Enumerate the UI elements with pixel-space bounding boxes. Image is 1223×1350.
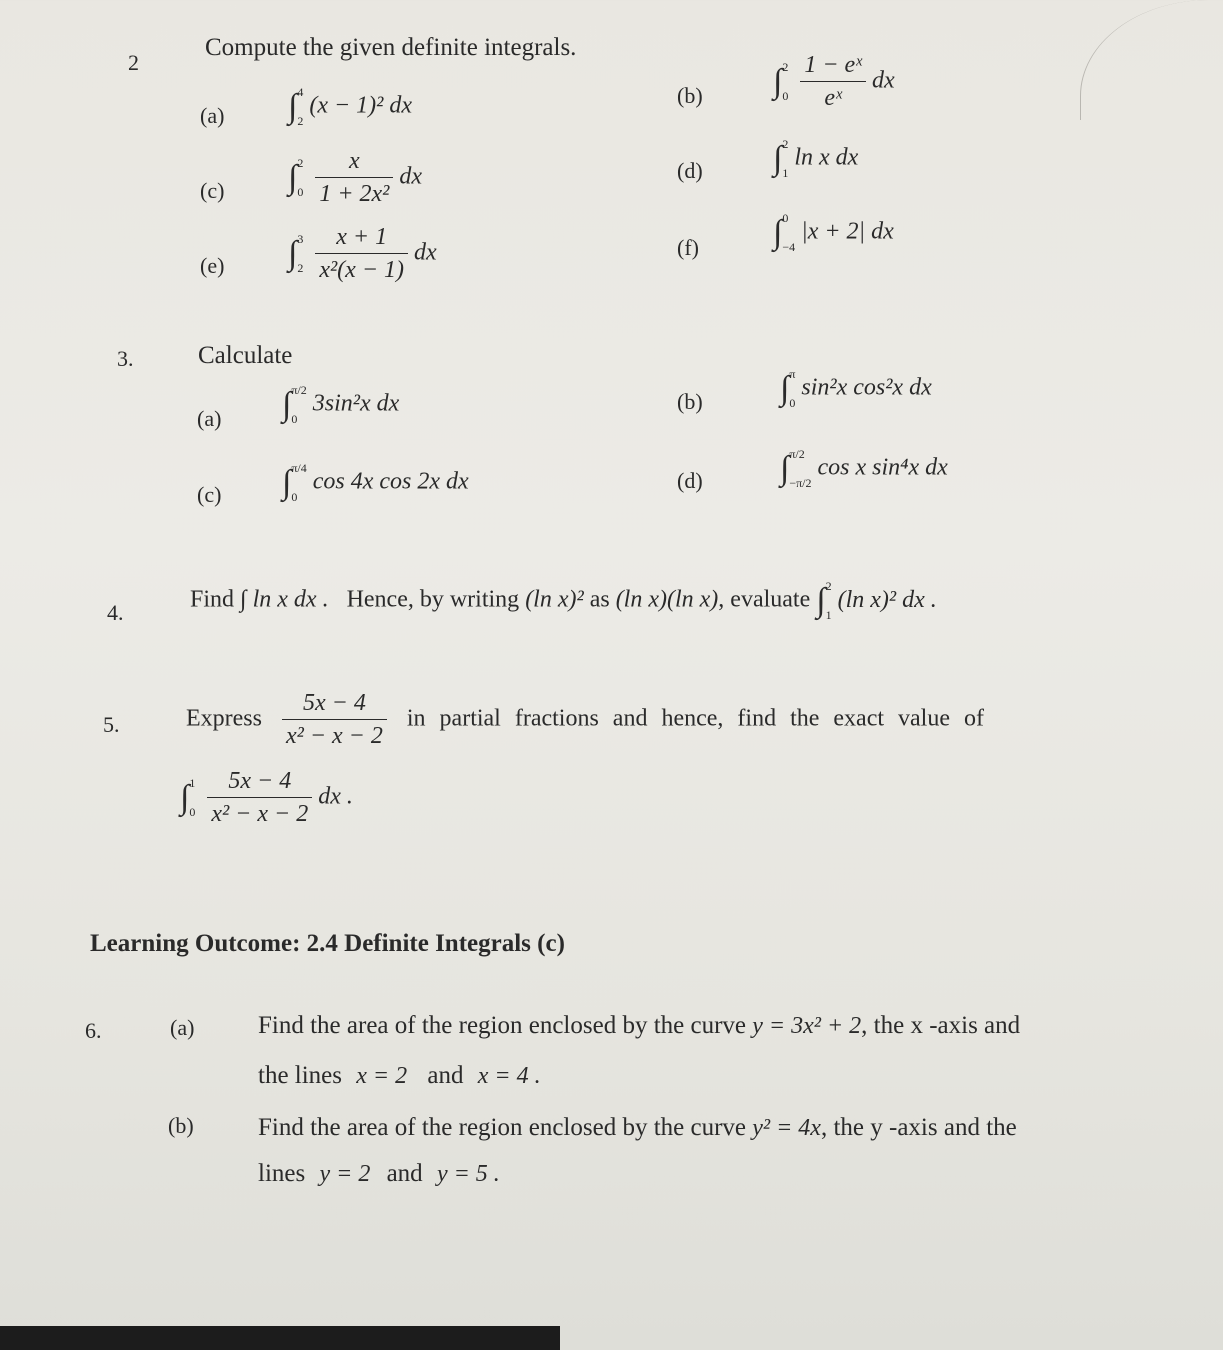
q6-number: 6. [85,1018,102,1043]
pencil-curve-decoration [1080,0,1223,120]
q2e-label: (e) [200,253,225,278]
q6a-line2: the lines x = 2 and x = 4 . [258,1062,541,1089]
q6b-line1: Find the area of the region enclosed by the curve y² = 4x, the y -axis and the [258,1114,1017,1141]
q4-text: Find ∫ ln x dx . Hence, by writing (ln x)² as (ln x)(ln x), evaluate ∫ 2 1 (ln x)² dx . [190,579,937,623]
q3b-label: (b) [677,389,703,414]
q6b-label: (b) [168,1113,194,1138]
q2c-expression: ∫ 2 0 $\frac{x}{\text{1 + 2x²}}$ dx [288,148,423,207]
q2-instruction: Compute the given definite integrals. [205,34,577,61]
q5-integral: ∫ 1 0 $\frac{5x - 4}{\text{x² − x − 2}}$ dx . [180,768,353,827]
q2d-expression: ∫ 2 1 ln x dx [773,137,859,181]
page-bottom-shadow [0,1326,560,1350]
q2a-label: (a) [200,103,225,128]
q2a-expression: ∫ 4 2 (x − 1)² dx [288,85,413,129]
q3a-expression: ∫ π/2 0 3sin²x dx [282,383,400,427]
q3-number: 3. [117,346,134,371]
q2b-expression: ∫ 2 0 $\frac{\text{1 − eˣ}}{\text{eˣ}}$ dx [773,52,895,111]
q6a-line1: Find the area of the region enclosed by the curve y = 3x² + 2, the x -axis and [258,1012,1021,1039]
q3d-label: (d) [677,468,703,493]
q6a-label: (a) [170,1015,195,1040]
learning-outcome-heading: Learning Outcome: 2.4 Definite Integrals (c) [90,930,565,957]
q4-number: 4. [107,600,124,625]
q5-text: Express $\frac{5x - 4}{\text{x² − x − 2}}$ in partial fractions and hence, find the exact value of [186,690,984,749]
q2c-label: (c) [200,178,225,203]
q3-instruction: Calculate [198,342,293,369]
q2-number: 2 [128,50,139,75]
q6b-line2: lines y = 2 and y = 5 . [258,1160,500,1187]
q3d-expression: ∫ π/2 −π/2 cos x sin⁴x dx [780,447,948,491]
q2f-expression: ∫ 0 −4 |x + 2| dx [773,211,894,255]
q2b-label: (b) [677,83,703,108]
q3c-label: (c) [197,482,222,507]
q2e-expression: ∫ 3 2 $\frac{x + 1}{\text{x²(x − 1)}}$ dx [288,224,437,283]
q3a-label: (a) [197,406,222,431]
q2d-label: (d) [677,158,703,183]
q3c-expression: ∫ π/4 0 cos 4x cos 2x dx [282,461,469,505]
q2f-label: (f) [677,235,699,260]
q5-number: 5. [103,712,120,737]
q3b-expression: ∫ π 0 sin²x cos²x dx [780,367,932,411]
